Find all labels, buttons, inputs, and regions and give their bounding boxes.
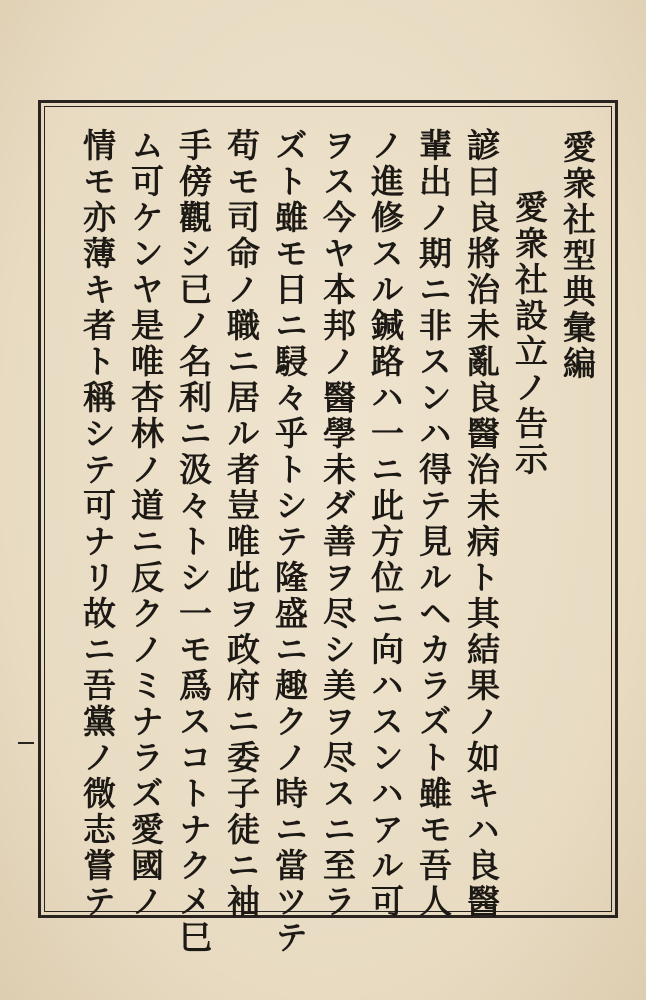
text-line-2: 輩出ノ期ニ非スンハ得テ見ルヘカラズト雖モ吾人: [414, 128, 453, 920]
margin-mark: [18, 742, 34, 744]
text-line-7: 手傍觀シ已ノ名利ニ汲々トシ一モ爲スコトナクメ巳: [174, 128, 213, 956]
text-line-1: 諺曰良將治未亂良醫治未病ト其結果ノ如キハ良醫: [462, 128, 501, 920]
book-title: 愛衆社型典彙編: [558, 130, 597, 382]
text-line-8: ム可ケンヤ是唯杏林ノ道ニ反クノミナラズ愛國ノ: [126, 128, 165, 920]
text-line-3: ノ進修スル鍼路ハ一ニ此方位ニ向ハスンハアル可: [366, 128, 405, 920]
text-line-6: 苟モ司命ノ職ニ居ル者豈唯此ヲ政府ニ委子徒ニ袖: [222, 128, 261, 920]
text-line-9: 情モ亦薄キ者ト稱シテ可ナリ故ニ吾黨ノ微志嘗テ: [78, 128, 117, 920]
text-line-4: ヲス今ヤ本邦ノ醫學未ダ善ヲ尽シ美ヲ尽スニ至ラ: [318, 128, 357, 920]
text-line-5: ズト雖モ日ニ駸々乎トシテ隆盛ニ趣クノ時ニ當ツテ: [270, 128, 309, 956]
section-heading: 愛衆社設立ノ告示: [510, 190, 549, 478]
